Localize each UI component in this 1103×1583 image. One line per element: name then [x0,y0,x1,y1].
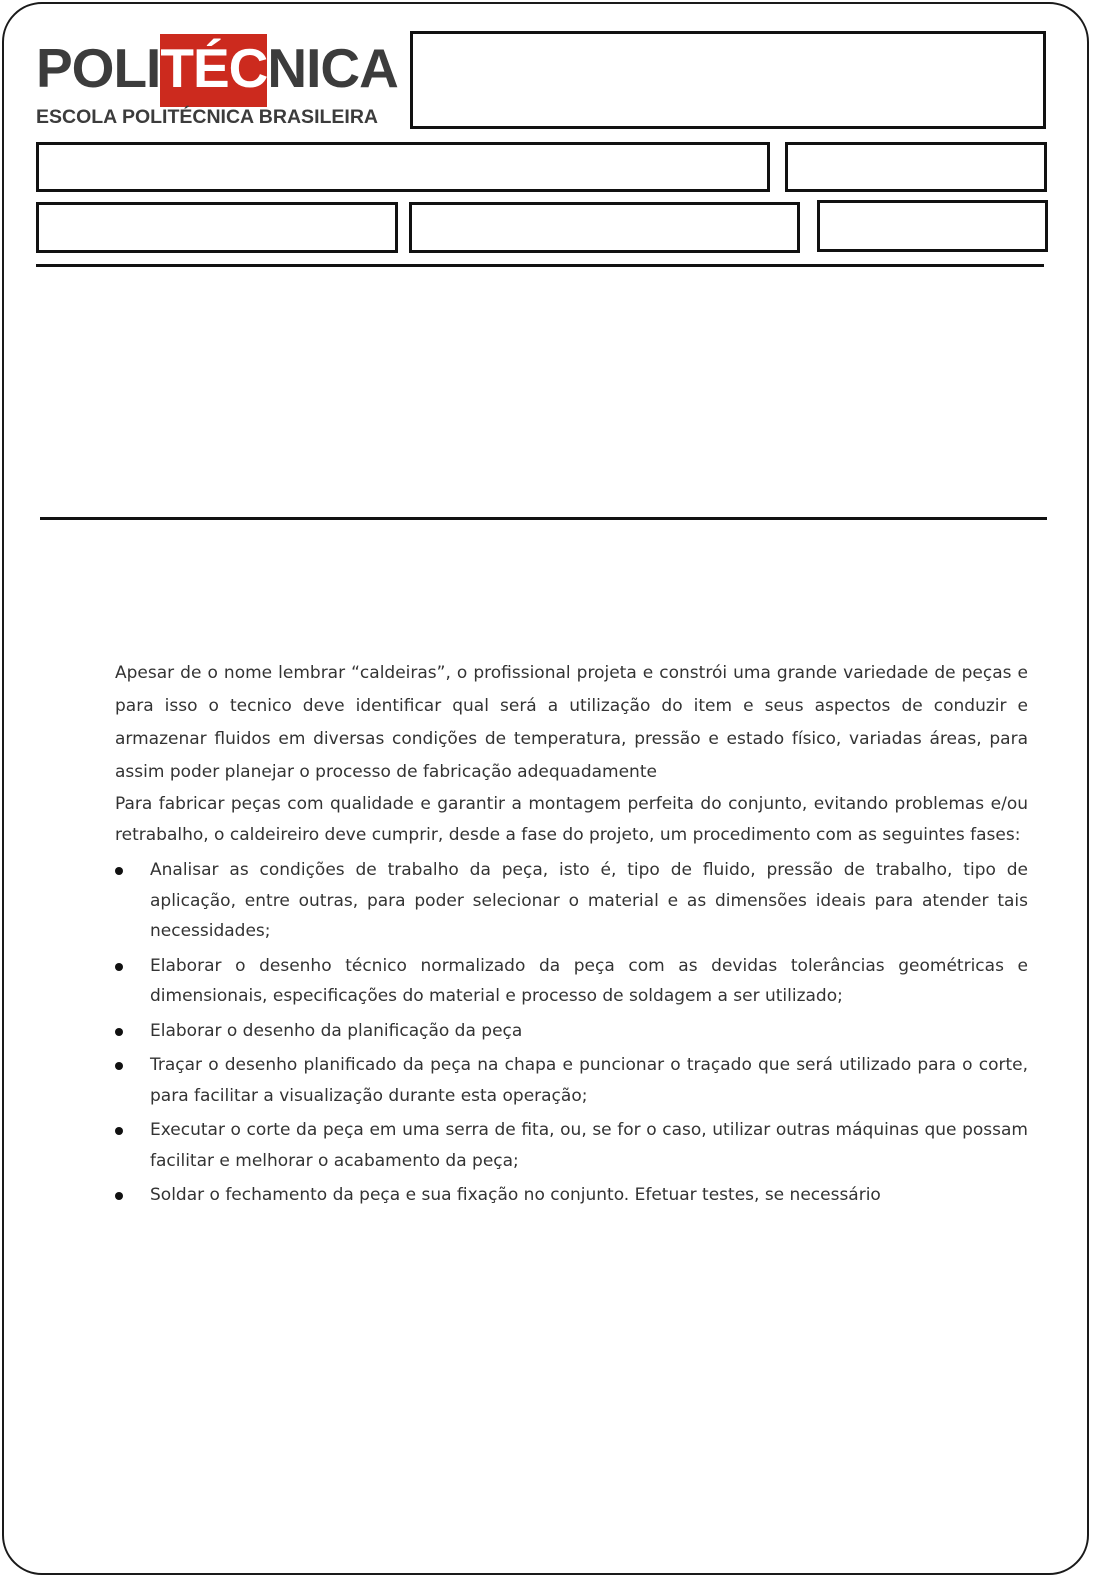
list-item [115,1050,1028,1111]
header-field-date[interactable] [785,142,1047,192]
phase-text: Elaborar o desenho da planificação da peça [150,1020,523,1041]
list-item [115,855,1028,947]
phase-text: Traçar o desenho planificado da peça na chapa e puncionar o traçado que será utilizado para o corte, para facilitar a visualização durante esta operação; [150,1055,1028,1106]
intro-paragraph: Apesar de o nome lembrar “caldeiras”, o profissional projeta e constrói uma grande variedade de peças e para isso o tecnico deve identificar qual será a utilização do item e seus aspectos de conduzir e armazenar fluidos em diversas condições de temperatura, pressão e estado físico, variadas áreas, para assim poder planejar o processo de fabricação adequadamente [115,663,1028,782]
section-divider [40,517,1047,520]
logo-subtitle: ESCOLA POLITÉCNICA BRASILEIRA [36,106,378,128]
header-field-discipline[interactable] [409,202,800,253]
header-field-title[interactable] [410,31,1046,129]
bullet-icon [115,1192,123,1200]
bullet-icon [115,867,123,875]
logo-wordmark [36,38,398,107]
bullet-icon [115,1127,123,1135]
phase-text: Elaborar o desenho técnico normalizado da peça com as devidas tolerâncias geométricas e dimensionais, especificações do material e processo de soldagem a ser utilizado; [150,955,1028,1006]
phase-text: Analisar as condições de trabalho da peça, isto é, tipo de fluido, pressão de trabalho, tipo de aplicação, entre outras, para poder selecionar o material e as dimensões ideais para atender tais necessidades; [150,860,1028,941]
logo-text-right: NICA [267,37,398,99]
header-divider [36,264,1044,267]
bullet-icon [115,1028,123,1036]
phase-text: Executar o corte da peça em uma serra de fita, ou, se for o caso, utilizar outras máquinas que possam facilitar e melhorar o acabamento da peça; [150,1120,1028,1171]
header-field-course[interactable] [36,202,398,253]
phases-intro-paragraph: Para fabricar peças com qualidade e garantir a montagem perfeita do conjunto, evitando problemas e/ou retrabalho, o caldeireiro deve cumprir, desde a fase do projeto, um procedimento com as seguintes fases: [115,794,1028,845]
list-item [115,1016,1028,1047]
header-field-name[interactable] [36,142,770,192]
phases-list [115,855,1028,1211]
logo-text-highlight: TÉC [160,34,267,107]
logo-text-left: POLI [36,37,161,99]
school-logo [36,30,406,130]
list-item [115,1115,1028,1176]
bullet-icon [115,963,123,971]
document-body [115,657,1028,1215]
bullet-icon [115,1062,123,1070]
phase-text: Soldar o fechamento da peça e sua fixação no conjunto. Efetuar testes, se necessário [150,1185,881,1205]
header-field-grade[interactable] [817,200,1048,252]
list-item [115,1180,1028,1211]
list-item [115,951,1028,1012]
